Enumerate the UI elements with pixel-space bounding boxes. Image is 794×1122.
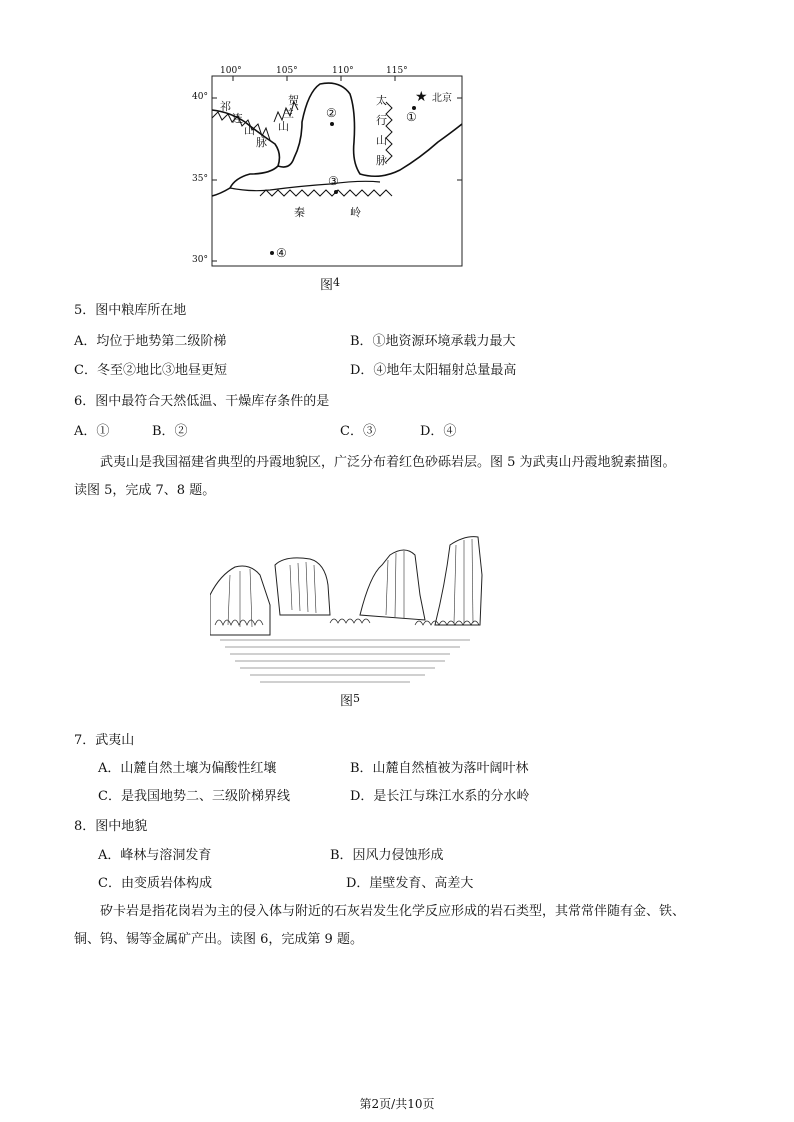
beijing-label: 北京	[432, 93, 452, 104]
page-footer: 第2页/共10页	[359, 1097, 435, 1111]
q6-option-b: B．②	[152, 424, 188, 439]
caption-number: 4	[333, 276, 341, 289]
taihang-char: 行	[376, 114, 387, 127]
lat-label: 40°	[192, 92, 208, 102]
taihang-char: 山	[376, 134, 387, 147]
intro9-line1: 矽卡岩是指花岗岩为主的侵入体与附近的石灰岩发生化学反应形成的岩石类型，其常常伴随有金、铁、	[100, 904, 686, 919]
figure-5-sketch	[210, 515, 485, 690]
q6-option-d: D．④	[420, 424, 457, 439]
river-south	[230, 181, 380, 190]
q8-option-b: B．因风力侵蚀形成	[330, 848, 444, 863]
intro78-line1: 武夷山是我国福建省典型的丹霞地貌区，广泛分布着红色砂砾岩层。图 5 为武夷山丹霞地貌素描图。	[100, 455, 676, 470]
q8-option-d: D．崖壁发育、高差大	[346, 876, 474, 891]
qinling-char: 岭	[350, 206, 361, 219]
qinling-range	[260, 190, 392, 196]
q7-option-b: B．山麓自然植被为落叶阔叶林	[350, 761, 529, 776]
lon-label: 115°	[386, 66, 408, 76]
q7-stem: 7．武夷山	[74, 733, 135, 748]
qinling-char: 秦	[294, 206, 305, 219]
q7-option-d: D．是长江与珠江水系的分水岭	[350, 789, 530, 804]
taihang-char: 太	[376, 94, 387, 107]
figure-4-map	[190, 62, 470, 272]
q8-option-c: C．由变质岩体构成	[98, 876, 212, 891]
helan-char: 山	[278, 120, 289, 133]
caption-number: 5	[353, 692, 361, 705]
helan-char: 兰	[283, 107, 294, 120]
lat-label: 30°	[192, 255, 208, 265]
intro78-line2: 读图 5，完成 7、8 题。	[74, 483, 216, 498]
helan-char: 贺	[288, 94, 299, 107]
q5-option-b: B．①地资源环境承载力最大	[350, 334, 516, 349]
lat-label: 35°	[192, 174, 208, 184]
q8-option-a: A．峰林与溶洞发育	[98, 848, 212, 863]
marker-label-2: ②	[326, 106, 337, 120]
beijing-star-icon: ★	[415, 89, 428, 105]
marker-point-3	[334, 190, 338, 194]
marker-point-2	[330, 122, 334, 126]
figure-5-caption	[340, 690, 360, 709]
lon-label: 110°	[332, 66, 354, 76]
q6-option-a: A．①	[74, 424, 110, 439]
lon-label: 100°	[220, 66, 242, 76]
q5-option-a: A．均位于地势第二级阶梯	[74, 334, 227, 349]
q6-stem: 6．图中最符合天然低温、干燥库存条件的是	[74, 394, 330, 409]
q5-option-d: D．④地年太阳辐射总量最高	[350, 363, 517, 378]
lon-label: 105°	[276, 66, 298, 76]
q7-option-a: A．山麓自然土壤为偏酸性红壤	[98, 761, 277, 776]
caption-prefix: 图	[320, 278, 334, 293]
marker-label-4: ④	[276, 246, 287, 260]
qilian-char: 祁	[220, 100, 231, 113]
qilian-char: 山	[244, 124, 255, 137]
q5-option-c: C．冬至②地比③地昼更短	[74, 363, 227, 378]
intro9-line2: 铜、钨、锡等金属矿产出。读图 6，完成第 9 题。	[74, 932, 363, 947]
q5-stem: 5．图中粮库所在地	[74, 303, 187, 318]
marker-point-4	[270, 251, 274, 255]
caption-prefix: 图	[340, 694, 354, 709]
marker-label-1: ①	[406, 110, 417, 124]
q8-stem: 8．图中地貌	[74, 819, 148, 834]
q6-option-c: C．③	[340, 424, 376, 439]
taihang-char: 脉	[376, 154, 387, 167]
qilian-char: 连	[232, 112, 243, 125]
qilian-char: 脉	[256, 136, 267, 149]
marker-label-3: ③	[328, 174, 339, 188]
q7-option-c: C．是我国地势二、三级阶梯界线	[98, 789, 290, 804]
figure-4-caption	[320, 274, 340, 293]
